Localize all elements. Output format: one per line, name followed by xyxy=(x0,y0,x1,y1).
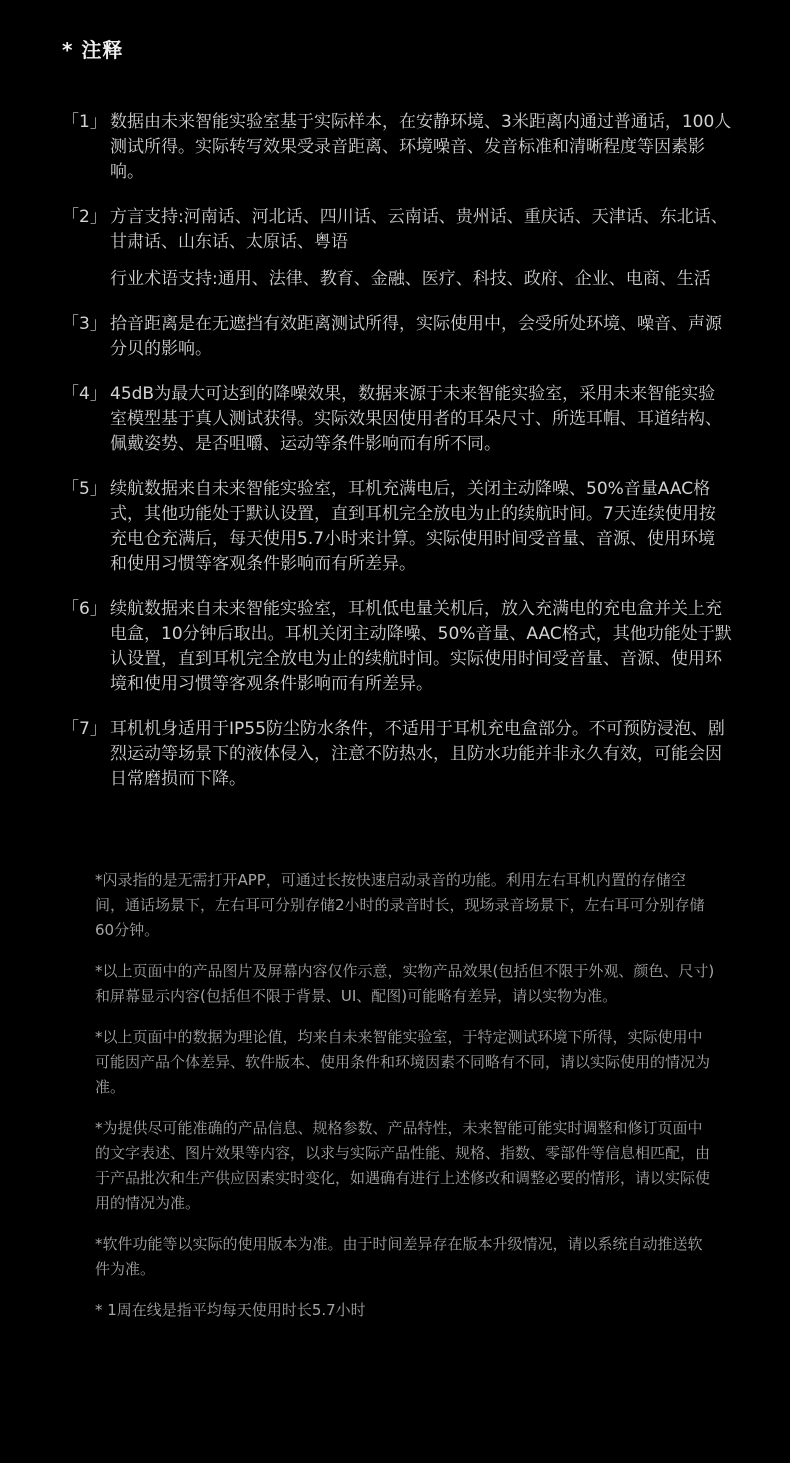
footnote: *为提供尽可能准确的产品信息、规格参数、产品特性，未来智能可能实时调整和修订页面中的文字表述、图片效果等内容，以求与实际产品性能、规格、指数、零部件等信息相匹配，由于产品批次和生产供应因素实时变化，如遇确有进行上述修改和调整必要的情形，请以实际使用的情况为准。 xyxy=(95,1119,711,1212)
note-text: 数据由未来智能实验室基于实际样本，在安静环境、3米距离内通过普通话，100人测试所得。实际转写效果受录音距离、环境噪音、发音标准和清晰程度等因素影响。 xyxy=(110,112,732,182)
note-item xyxy=(62,597,732,697)
note-number: 「7」 xyxy=(62,719,107,739)
note-item xyxy=(62,717,732,792)
note-item xyxy=(62,205,732,292)
note-body xyxy=(110,477,732,577)
note-body xyxy=(110,717,732,792)
note-text: 续航数据来自未来智能实验室，耳机低电量关机后，放入充满电的充电盒并关上充电盒，10分钟后取出。耳机关闭主动降噪、50%音量、AAC格式，其他功能处于默认设置，直到耳机完全放电为止的续航时间。实际使用时间受音量、音源、使用环境和使用习惯等客观条件影响而有所差异。 xyxy=(110,599,732,694)
note-item xyxy=(62,477,732,577)
note-number: 「3」 xyxy=(62,314,107,334)
notes-list xyxy=(62,110,732,812)
note-body xyxy=(110,382,732,457)
note-body xyxy=(110,205,732,292)
footnote: *闪录指的是无需打开APP，可通过长按快速启动录音的功能。利用左右耳机内置的存储空间，通话场景下，左右耳可分别存储2小时的录音时长，现场录音场景下，左右耳可分别存储60分钟。 xyxy=(95,871,705,939)
footnote: *以上页面中的产品图片及屏幕内容仅作示意，实物产品效果(包括但不限于外观、颜色、尺寸)和屏幕显示内容(包括但不限于背景、UI、配图)可能略有差异，请以实物为准。 xyxy=(95,962,715,1005)
note-item xyxy=(62,110,732,185)
note-number: 「6」 xyxy=(62,599,107,619)
note-body xyxy=(110,312,732,362)
note-text: 耳机机身适用于IP55防尘防水条件，不适用于耳机充电盒部分。不可预防浸泡、剧烈运动等场景下的液体侵入，注意不防热水，且防水功能并非永久有效，可能会因日常磨损而下降。 xyxy=(110,719,725,789)
note-body xyxy=(110,110,732,185)
note-item xyxy=(62,382,732,457)
note-item xyxy=(62,312,732,362)
note-number: 「4」 xyxy=(62,384,107,404)
note-text: 拾音距离是在无遮挡有效距离测试所得，实际使用中，会受所处环境、噪音、声源分贝的影响。 xyxy=(110,314,722,359)
footnote: * 1周在线是指平均每天使用时长5.7小时 xyxy=(95,1301,366,1319)
footnotes xyxy=(95,868,715,1339)
note-text: 行业术语支持:通用、法律、教育、金融、医疗、科技、政府、企业、电商、生活 xyxy=(110,269,711,289)
footnote: *软件功能等以实际的使用版本为准。由于时间差异存在版本升级情况，请以系统自动推送软件为准。 xyxy=(95,1235,703,1278)
note-text: 45dB为最大可达到的降噪效果，数据来源于未来智能实验室，采用未来智能实验室模型基于真人测试获得。实际效果因使用者的耳朵尺寸、所选耳帽、耳道结构、佩戴姿势、是否咀嚼、运动等条件影响而有所不同。 xyxy=(110,384,722,454)
note-text: 续航数据来自未来智能实验室，耳机充满电后，关闭主动降噪、50%音量AAC格式，其他功能处于默认设置，直到耳机完全放电为止的续航时间。7天连续使用按充电仓充满后，每天使用5.7小时来计算。实际使用时间受音量、音源、使用环境和使用习惯等客观条件影响而有所差异。 xyxy=(110,479,716,574)
note-number: 「1」 xyxy=(62,112,107,132)
page-title: * 注释 xyxy=(62,38,124,62)
note-text: 方言支持:河南话、河北话、四川话、云南话、贵州话、重庆话、天津话、东北话、甘肃话、山东话、太原话、粤语 xyxy=(110,207,728,252)
note-number: 「5」 xyxy=(62,479,107,499)
footnote: *以上页面中的数据为理论值，均来自未来智能实验室，于特定测试环境下所得，实际使用中可能因产品个体差异、软件版本、使用条件和环境因素不同略有不同，请以实际使用的情况为准。 xyxy=(95,1028,711,1096)
note-body xyxy=(110,597,732,697)
note-number: 「2」 xyxy=(62,207,107,227)
